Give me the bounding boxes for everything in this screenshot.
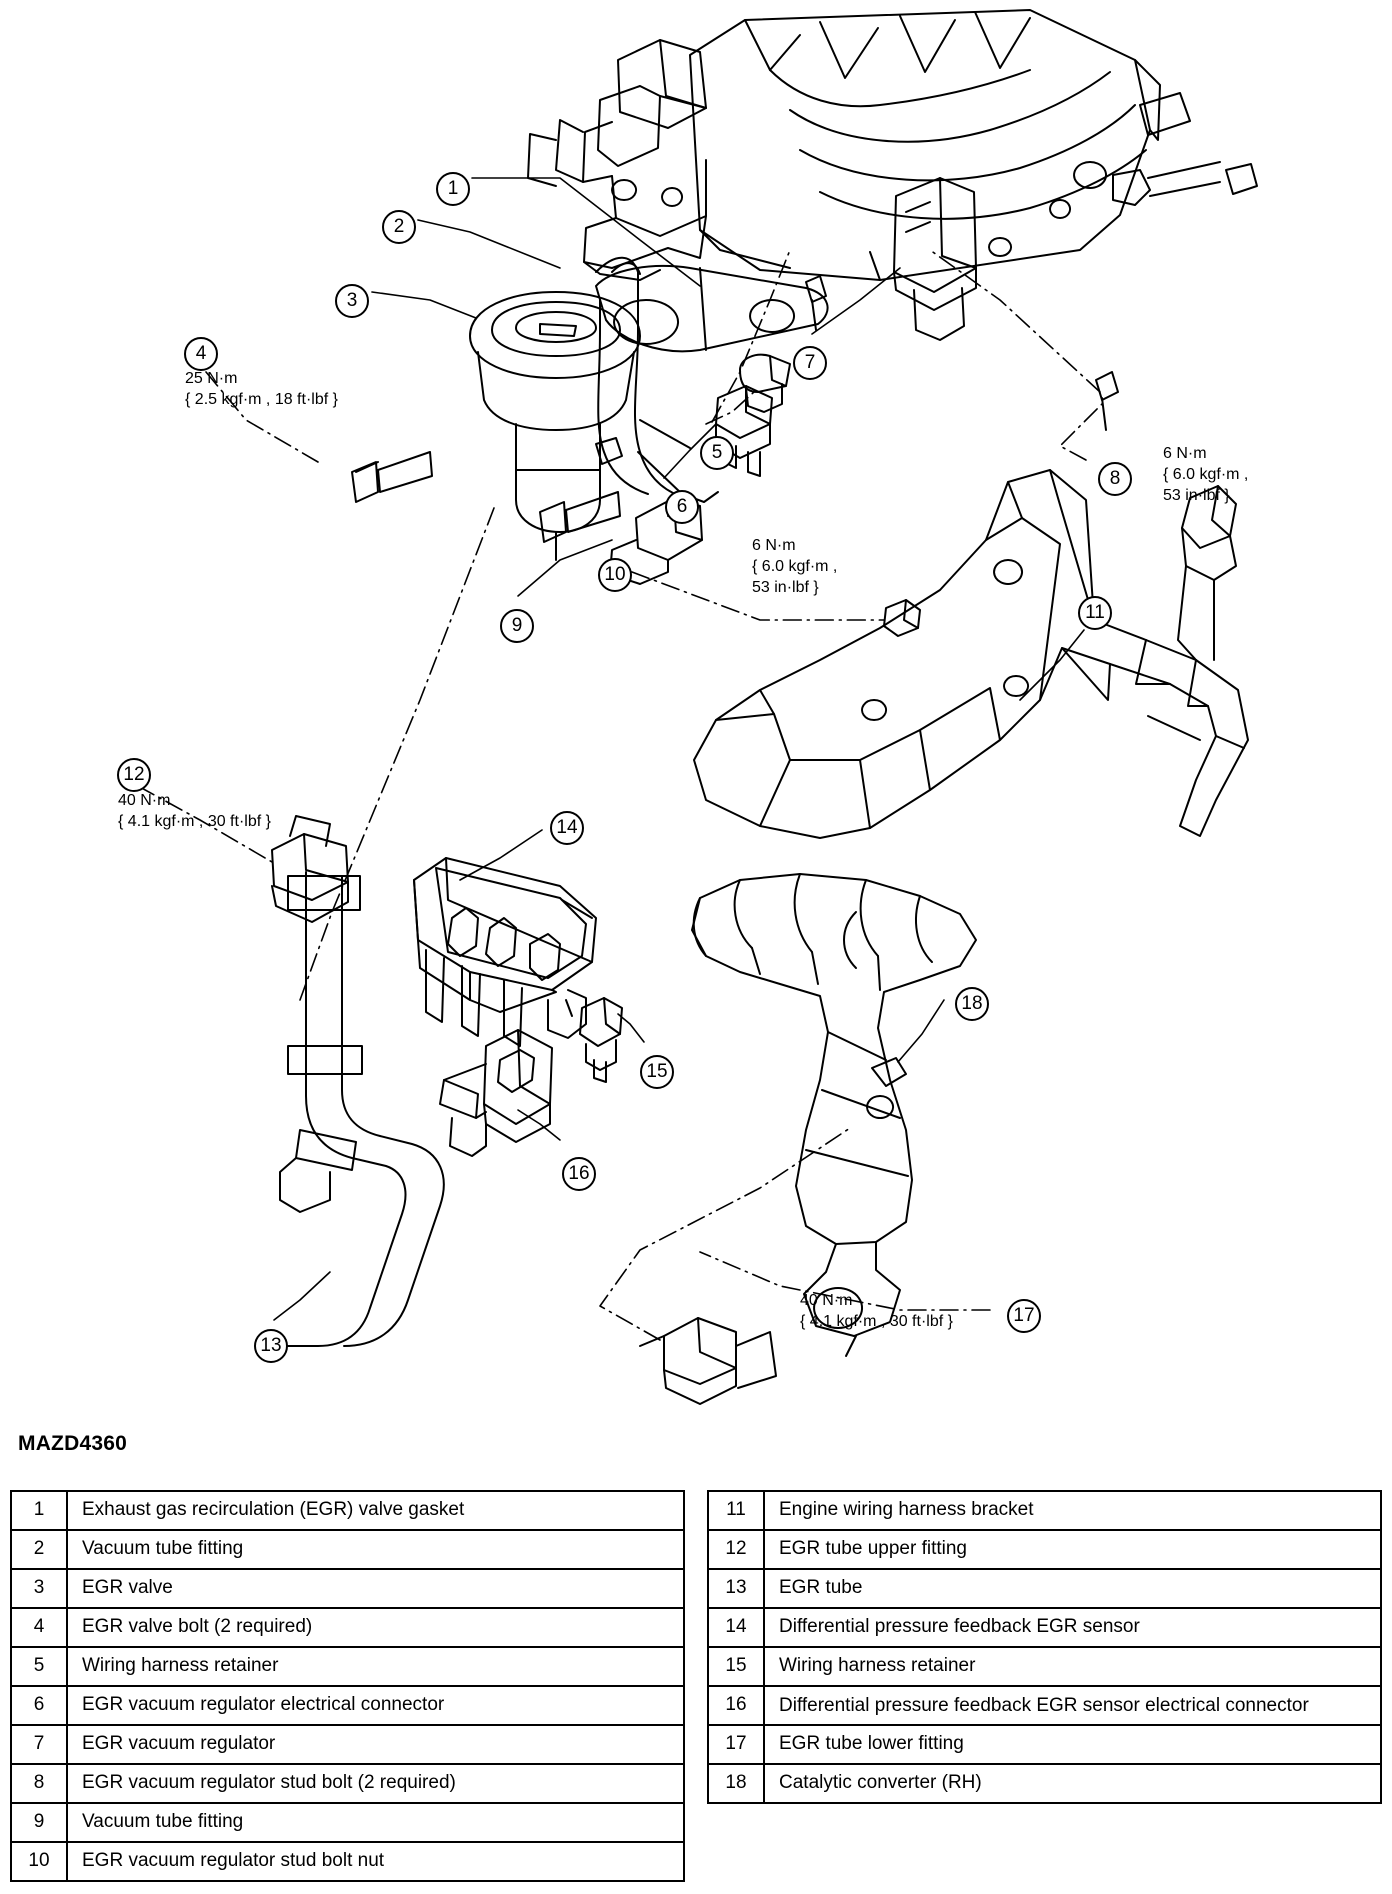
torque-spec-17-line2: { 4.1 kgf·m , 30 ft·lbf } (800, 1313, 953, 1330)
table-row (11, 1764, 684, 1803)
part-number: 17 (708, 1725, 764, 1764)
part-number: 5 (11, 1647, 67, 1686)
intake-manifold-drawing (690, 10, 1257, 280)
torque-spec-8-line2: { 6.0 kgf·m , (1163, 466, 1249, 483)
part-description: Engine wiring harness bracket (764, 1491, 1381, 1530)
dpfe-sensor-drawing (414, 858, 596, 1046)
part-description: Differential pressure feedback EGR sensor (764, 1608, 1381, 1647)
callout-12: 12 (117, 758, 151, 792)
torque-spec-10-line2: { 6.0 kgf·m , (752, 558, 838, 575)
table-row (708, 1491, 1381, 1530)
torque-spec-17 (800, 1290, 953, 1332)
part-description: Wiring harness retainer (67, 1647, 684, 1686)
callout-4: 4 (184, 337, 218, 371)
callout-16: 16 (562, 1157, 596, 1191)
egr-valve-bolts-drawing (352, 452, 620, 542)
part-description: Differential pressure feedback EGR sensor electrical connector (764, 1686, 1381, 1725)
leader-lines (138, 178, 1106, 1340)
callout-9: 9 (500, 609, 534, 643)
part-description: Catalytic converter (RH) (764, 1764, 1381, 1803)
parts-legend-right-column (707, 1490, 1382, 1882)
callout-14: 14 (550, 811, 584, 845)
table-row (11, 1608, 684, 1647)
part-description: Vacuum tube fitting (67, 1530, 684, 1569)
table-row (11, 1686, 684, 1725)
part-description: EGR vacuum regulator (67, 1725, 684, 1764)
table-row (11, 1530, 684, 1569)
torque-spec-4-line2: { 2.5 kgf·m , 18 ft·lbf } (185, 391, 338, 408)
callout-11: 11 (1078, 596, 1112, 630)
parts-table-right (707, 1490, 1382, 1804)
table-row (11, 1491, 684, 1530)
torque-spec-12 (118, 790, 271, 832)
callout-13: 13 (254, 1329, 288, 1363)
part-number: 8 (11, 1764, 67, 1803)
part-number: 15 (708, 1647, 764, 1686)
wiring-harness-retainer-5-drawing (740, 355, 790, 412)
catalytic-converter-drawing (692, 874, 976, 1356)
part-description: EGR tube (764, 1569, 1381, 1608)
torque-spec-12-line1: 40 N·m (118, 792, 171, 809)
table-row (708, 1725, 1381, 1764)
part-number: 10 (11, 1842, 67, 1881)
torque-spec-17-line1: 40 N·m (800, 1292, 853, 1309)
callout-1: 1 (436, 172, 470, 206)
engine-wiring-harness-bracket-drawing (694, 470, 1248, 838)
torque-spec-8-line1: 6 N·m (1163, 445, 1207, 462)
part-number: 16 (708, 1686, 764, 1725)
torque-spec-4 (185, 368, 338, 410)
table-row (708, 1764, 1381, 1803)
table-row (11, 1647, 684, 1686)
part-description: EGR vacuum regulator stud bolt nut (67, 1842, 684, 1881)
part-description: EGR valve bolt (2 required) (67, 1608, 684, 1647)
parts-legend-left-column (10, 1490, 685, 1882)
egr-tube-upper-fitting-drawing (272, 816, 348, 922)
callout-10: 10 (598, 558, 632, 592)
torque-spec-10 (752, 535, 837, 598)
part-description: EGR vacuum regulator electrical connector (67, 1686, 684, 1725)
torque-spec-8-line3: 53 in·lbf } (1163, 487, 1230, 504)
table-row (11, 1569, 684, 1608)
part-description: EGR tube lower fitting (764, 1725, 1381, 1764)
torque-spec-10-line3: 53 in·lbf } (752, 579, 819, 596)
torque-spec-8 (1163, 443, 1248, 506)
callout-2: 2 (382, 210, 416, 244)
table-row (11, 1803, 684, 1842)
callout-17: 17 (1007, 1299, 1041, 1333)
part-number: 9 (11, 1803, 67, 1842)
part-description: EGR tube upper fitting (764, 1530, 1381, 1569)
drawing-code: MAZD4360 (18, 1432, 127, 1455)
callout-7: 7 (793, 346, 827, 380)
part-number: 7 (11, 1725, 67, 1764)
part-number: 18 (708, 1764, 764, 1803)
callout-18: 18 (955, 987, 989, 1021)
egr-valve-drawing (470, 292, 640, 560)
callout-15: 15 (640, 1055, 674, 1089)
callout-5: 5 (700, 436, 734, 470)
torque-spec-12-line2: { 4.1 kgf·m , 30 ft·lbf } (118, 813, 271, 830)
table-row (11, 1842, 684, 1881)
part-number: 1 (11, 1491, 67, 1530)
part-number: 4 (11, 1608, 67, 1647)
callout-3: 3 (335, 284, 369, 318)
part-description: EGR vacuum regulator stud bolt (2 required) (67, 1764, 684, 1803)
table-row (11, 1725, 684, 1764)
callout-6: 6 (665, 490, 699, 524)
torque-spec-4-line1: 25 N·m (185, 370, 238, 387)
table-row (708, 1686, 1381, 1725)
part-number: 6 (11, 1686, 67, 1725)
parts-legend (10, 1490, 1382, 1882)
egr-vacuum-regulator-drawing (894, 178, 976, 340)
torque-spec-10-line1: 6 N·m (752, 537, 796, 554)
vacuum-tube-drawing (596, 258, 718, 502)
part-description: EGR valve (67, 1569, 684, 1608)
part-number: 14 (708, 1608, 764, 1647)
egr-tube-lower-fitting-drawing (640, 1318, 776, 1404)
part-number: 2 (11, 1530, 67, 1569)
table-row (708, 1647, 1381, 1686)
part-number: 11 (708, 1491, 764, 1530)
throttle-body-drawing (528, 40, 706, 280)
parts-table-left (10, 1490, 685, 1882)
part-number: 3 (11, 1569, 67, 1608)
part-number: 13 (708, 1569, 764, 1608)
part-number: 12 (708, 1530, 764, 1569)
table-row (708, 1530, 1381, 1569)
table-row (708, 1608, 1381, 1647)
dpfe-electrical-connector-drawing (440, 1030, 552, 1156)
callout-8: 8 (1098, 462, 1132, 496)
part-description: Wiring harness retainer (764, 1647, 1381, 1686)
table-row (708, 1569, 1381, 1608)
part-description: Vacuum tube fitting (67, 1803, 684, 1842)
part-description: Exhaust gas recirculation (EGR) valve gasket (67, 1491, 684, 1530)
